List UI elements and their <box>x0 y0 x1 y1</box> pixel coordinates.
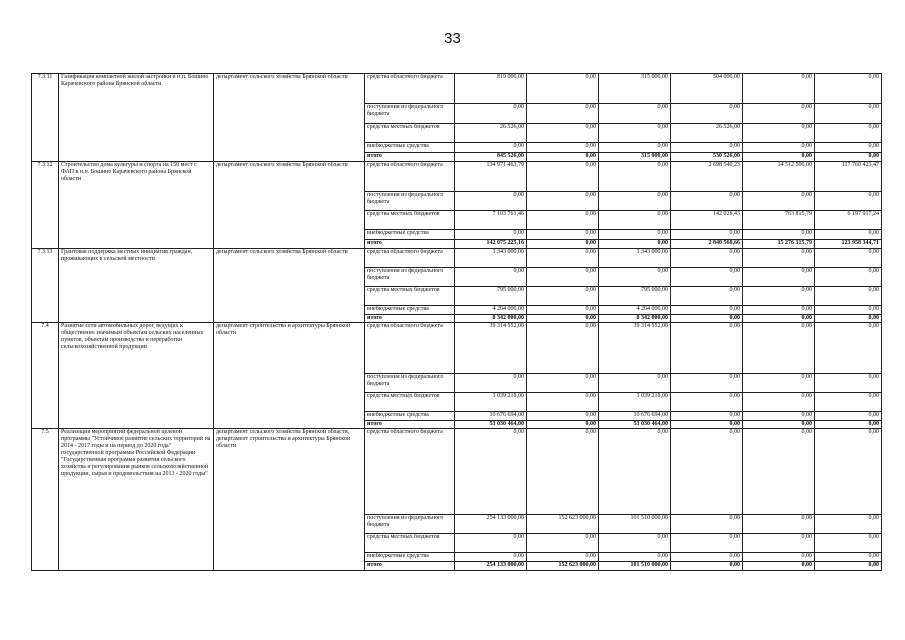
amount-cell: 53 030 464,00 <box>599 421 671 429</box>
funding-source: средства местных бюджетов <box>365 534 455 553</box>
funding-source: средства местных бюджетов <box>365 124 455 143</box>
amount-cell: 0,00 <box>671 306 743 315</box>
budget-table <box>31 73 882 571</box>
amount-cell: 0,00 <box>743 429 815 515</box>
program-code: 7.4 <box>32 323 59 429</box>
amount-cell: 0,00 <box>527 534 599 553</box>
amount-cell: 53 030 464,00 <box>455 421 527 429</box>
amount-cell: 0,00 <box>671 553 743 562</box>
amount-cell: 0,00 <box>671 562 743 571</box>
amount-cell: 117 760 423,47 <box>815 162 882 192</box>
amount-cell: 0,00 <box>671 393 743 412</box>
amount-cell: 504 000,00 <box>671 74 743 104</box>
amount-cell: 0,00 <box>599 374 671 393</box>
amount-cell: 0,00 <box>815 268 882 287</box>
amount-cell: 0,00 <box>599 211 671 230</box>
amount-cell: 0,00 <box>815 429 882 515</box>
amount-cell: 0,00 <box>815 534 882 553</box>
amount-cell: 0,00 <box>527 412 599 421</box>
amount-cell: 0,00 <box>815 315 882 323</box>
amount-cell: 0,00 <box>527 323 599 374</box>
amount-cell: 101 510 000,00 <box>599 562 671 571</box>
amount-cell: 4 204 000,00 <box>455 306 527 315</box>
amount-cell: 0,00 <box>671 287 743 306</box>
funding-source: средства областного бюджета <box>365 162 455 192</box>
program-code: 7.5 <box>32 429 59 571</box>
amount-cell: 142 028,43 <box>671 211 743 230</box>
amount-cell: 0,00 <box>815 74 882 104</box>
amount-cell: 0,00 <box>671 374 743 393</box>
amount-cell: 0,00 <box>455 534 527 553</box>
amount-cell: 0,00 <box>527 124 599 143</box>
amount-cell: 0,00 <box>599 162 671 192</box>
amount-cell: 6 197 917,24 <box>815 211 882 230</box>
amount-cell: 0,00 <box>743 374 815 393</box>
amount-cell: 0,00 <box>743 192 815 211</box>
amount-cell: 15 276 315,79 <box>743 240 815 249</box>
program-code: 7.3.12 <box>32 162 59 249</box>
amount-cell: 0,00 <box>455 230 527 240</box>
funding-source: средства областного бюджета <box>365 323 455 374</box>
funding-source: поступления из федерального бюджета <box>365 515 455 534</box>
program-executor: департамент строительства и архитектуры Брянской области <box>214 323 365 429</box>
amount-cell: 0,00 <box>671 323 743 374</box>
funding-source: поступления из федерального бюджета <box>365 268 455 287</box>
program-name: Развитие сети автомобильных дорог, ведущих к общественно значимым объектам сельских населенных пунктов, объектам производства и переработки сельскохозяйственной продукции <box>59 323 214 429</box>
amount-cell: 0,00 <box>527 553 599 562</box>
amount-cell: 0,00 <box>527 287 599 306</box>
amount-cell: 152 623 000,00 <box>527 562 599 571</box>
amount-cell: 0,00 <box>743 553 815 562</box>
amount-cell: 0,00 <box>743 104 815 124</box>
amount-cell: 0,00 <box>527 74 599 104</box>
amount-cell: 0,00 <box>815 515 882 534</box>
amount-cell: 0,00 <box>527 230 599 240</box>
amount-cell: 0,00 <box>743 421 815 429</box>
amount-cell: 3 039 218,00 <box>455 393 527 412</box>
amount-cell: 14 512 500,00 <box>743 162 815 192</box>
funding-source: поступления из федерального бюджета <box>365 374 455 393</box>
funding-source: итого <box>365 562 455 571</box>
amount-cell: 0,00 <box>671 412 743 421</box>
amount-cell: 0,00 <box>671 268 743 287</box>
funding-source: внебюджетные средства <box>365 143 455 153</box>
amount-cell: 0,00 <box>527 393 599 412</box>
amount-cell: 0,00 <box>671 230 743 240</box>
amount-cell: 0,00 <box>671 534 743 553</box>
amount-cell: 0,00 <box>527 306 599 315</box>
amount-cell: 0,00 <box>815 192 882 211</box>
program-executor: департамент сельского хозяйства Брянской области <box>214 249 365 323</box>
amount-cell: 0,00 <box>815 143 882 153</box>
funding-source: итого <box>365 240 455 249</box>
amount-cell: 0,00 <box>527 211 599 230</box>
amount-cell: 2 840 568,66 <box>671 240 743 249</box>
amount-cell: 254 133 000,00 <box>455 515 527 534</box>
amount-cell: 0,00 <box>599 240 671 249</box>
amount-cell: 101 510 000,00 <box>599 515 671 534</box>
amount-cell: 2 698 540,23 <box>671 162 743 192</box>
amount-cell: 0,00 <box>743 74 815 104</box>
amount-cell: 0,00 <box>743 143 815 153</box>
amount-cell: 0,00 <box>815 323 882 374</box>
program-name: Грантовая поддержка местных инициатив граждан, проживающих в сельской местности <box>59 249 214 323</box>
amount-cell: 0,00 <box>599 429 671 515</box>
amount-cell: 134 971 463,70 <box>455 162 527 192</box>
amount-cell: 0,00 <box>743 534 815 553</box>
table-row <box>32 74 882 104</box>
amount-cell: 0,00 <box>743 306 815 315</box>
amount-cell: 0,00 <box>527 143 599 153</box>
amount-cell: 0,00 <box>815 124 882 143</box>
amount-cell: 0,00 <box>671 429 743 515</box>
amount-cell: 0,00 <box>743 315 815 323</box>
amount-cell: 0,00 <box>815 104 882 124</box>
amount-cell: 0,00 <box>455 374 527 393</box>
funding-source: средства областного бюджета <box>365 429 455 515</box>
amount-cell: 10 676 694,00 <box>599 412 671 421</box>
funding-source: итого <box>365 421 455 429</box>
amount-cell: 0,00 <box>671 192 743 211</box>
amount-cell: 0,00 <box>455 553 527 562</box>
table-row <box>32 162 882 192</box>
amount-cell: 0,00 <box>527 421 599 429</box>
amount-cell: 3 343 000,00 <box>455 249 527 268</box>
amount-cell: 0,00 <box>671 515 743 534</box>
amount-cell: 8 342 000,00 <box>455 315 527 323</box>
amount-cell: 0,00 <box>599 143 671 153</box>
amount-cell: 0,00 <box>743 230 815 240</box>
amount-cell: 152 623 000,00 <box>527 515 599 534</box>
amount-cell: 26 526,00 <box>455 124 527 143</box>
amount-cell: 795 000,00 <box>455 287 527 306</box>
funding-source: внебюджетные средства <box>365 553 455 562</box>
amount-cell: 0,00 <box>815 412 882 421</box>
amount-cell: 819 000,00 <box>455 74 527 104</box>
funding-source: внебюджетные средства <box>365 412 455 421</box>
amount-cell: 26 526,00 <box>671 124 743 143</box>
amount-cell: 0,00 <box>599 192 671 211</box>
amount-cell: 4 204 000,00 <box>599 306 671 315</box>
program-name: Газификация компактной жилой застройки в н.п. Бошино Карачевского района Брянской области <box>59 74 214 162</box>
amount-cell: 0,00 <box>455 192 527 211</box>
amount-cell: 845 526,00 <box>455 153 527 162</box>
amount-cell: 0,00 <box>743 412 815 421</box>
amount-cell: 10 676 694,00 <box>455 412 527 421</box>
program-code: 7.3.11 <box>32 74 59 162</box>
amount-cell: 315 000,00 <box>599 74 671 104</box>
funding-source: итого <box>365 153 455 162</box>
amount-cell: 763 815,79 <box>743 211 815 230</box>
amount-cell: 254 133 000,00 <box>455 562 527 571</box>
page-number: 33 <box>444 30 461 47</box>
amount-cell: 0,00 <box>743 393 815 412</box>
amount-cell: 0,00 <box>671 104 743 124</box>
amount-cell: 0,00 <box>671 143 743 153</box>
amount-cell: 0,00 <box>815 287 882 306</box>
amount-cell: 0,00 <box>743 515 815 534</box>
amount-cell: 0,00 <box>527 315 599 323</box>
program-name: Реализация мероприятий федеральной целевой программы "Устойчивое развитие сельских территорий на 2014 - 2017 годы и на период до 2020 года" государственной программы Российской Федерации "Государственная программа развития сельского хозяйства и регулирования рынков сельскохозяйственной продукции, сырья и продовольствия на 2013 - 2020 годы" <box>59 429 214 571</box>
funding-source: средства местных бюджетов <box>365 393 455 412</box>
amount-cell: 142 075 225,16 <box>455 240 527 249</box>
funding-source: средства областного бюджета <box>365 249 455 268</box>
amount-cell: 0,00 <box>599 230 671 240</box>
amount-cell: 39 314 552,00 <box>599 323 671 374</box>
funding-source: средства местных бюджетов <box>365 211 455 230</box>
amount-cell: 0,00 <box>815 393 882 412</box>
amount-cell: 8 342 000,00 <box>599 315 671 323</box>
amount-cell: 0,00 <box>743 268 815 287</box>
amount-cell: 0,00 <box>815 249 882 268</box>
amount-cell: 0,00 <box>815 553 882 562</box>
amount-cell: 0,00 <box>527 192 599 211</box>
program-code: 7.3.13 <box>32 249 59 323</box>
amount-cell: 0,00 <box>599 104 671 124</box>
program-name: Строительство дома культуры и спорта на 150 мест с ФАП в н.п. Бошино Карачевского района Брянской области <box>59 162 214 249</box>
amount-cell: 3 039 218,00 <box>599 393 671 412</box>
amount-cell: 530 526,00 <box>671 153 743 162</box>
table-row <box>32 323 882 374</box>
amount-cell: 123 958 344,71 <box>815 240 882 249</box>
amount-cell: 0,00 <box>455 143 527 153</box>
program-executor: департамент сельского хозяйства Брянской области <box>214 162 365 249</box>
funding-source: внебюджетные средства <box>365 230 455 240</box>
amount-cell: 0,00 <box>815 230 882 240</box>
amount-cell: 0,00 <box>815 421 882 429</box>
amount-cell: 0,00 <box>527 240 599 249</box>
table-row <box>32 249 882 268</box>
amount-cell: 0,00 <box>527 104 599 124</box>
amount-cell: 0,00 <box>815 153 882 162</box>
amount-cell: 0,00 <box>671 315 743 323</box>
amount-cell: 0,00 <box>527 162 599 192</box>
amount-cell: 0,00 <box>815 374 882 393</box>
amount-cell: 0,00 <box>671 421 743 429</box>
funding-source: итого <box>365 315 455 323</box>
amount-cell: 7 103 761,46 <box>455 211 527 230</box>
amount-cell: 0,00 <box>599 268 671 287</box>
amount-cell: 0,00 <box>599 534 671 553</box>
amount-cell: 0,00 <box>743 287 815 306</box>
funding-source: поступления из федерального бюджета <box>365 104 455 124</box>
program-executor: департамент сельского хозяйства Брянской области <box>214 74 365 162</box>
funding-source: поступления из федерального бюджета <box>365 192 455 211</box>
amount-cell: 795 000,00 <box>599 287 671 306</box>
amount-cell: 0,00 <box>527 374 599 393</box>
amount-cell: 0,00 <box>455 268 527 287</box>
amount-cell: 0,00 <box>527 429 599 515</box>
amount-cell: 0,00 <box>455 104 527 124</box>
amount-cell: 0,00 <box>527 153 599 162</box>
amount-cell: 0,00 <box>743 249 815 268</box>
funding-source: средства местных бюджетов <box>365 287 455 306</box>
amount-cell: 0,00 <box>815 562 882 571</box>
table-row <box>32 429 882 515</box>
amount-cell: 0,00 <box>743 562 815 571</box>
amount-cell: 0,00 <box>599 553 671 562</box>
amount-cell: 0,00 <box>743 153 815 162</box>
funding-source: внебюджетные средства <box>365 306 455 315</box>
amount-cell: 0,00 <box>599 124 671 143</box>
amount-cell: 3 343 000,00 <box>599 249 671 268</box>
amount-cell: 0,00 <box>455 429 527 515</box>
amount-cell: 0,00 <box>527 249 599 268</box>
amount-cell: 0,00 <box>743 323 815 374</box>
amount-cell: 0,00 <box>671 249 743 268</box>
amount-cell: 0,00 <box>527 268 599 287</box>
program-executor: департамент сельского хозяйства Брянской области, департамент строительства и архитектуры Брянской области <box>214 429 365 571</box>
amount-cell: 0,00 <box>815 306 882 315</box>
amount-cell: 0,00 <box>743 124 815 143</box>
amount-cell: 315 000,00 <box>599 153 671 162</box>
amount-cell: 39 314 552,00 <box>455 323 527 374</box>
funding-source: средства областного бюджета <box>365 74 455 104</box>
